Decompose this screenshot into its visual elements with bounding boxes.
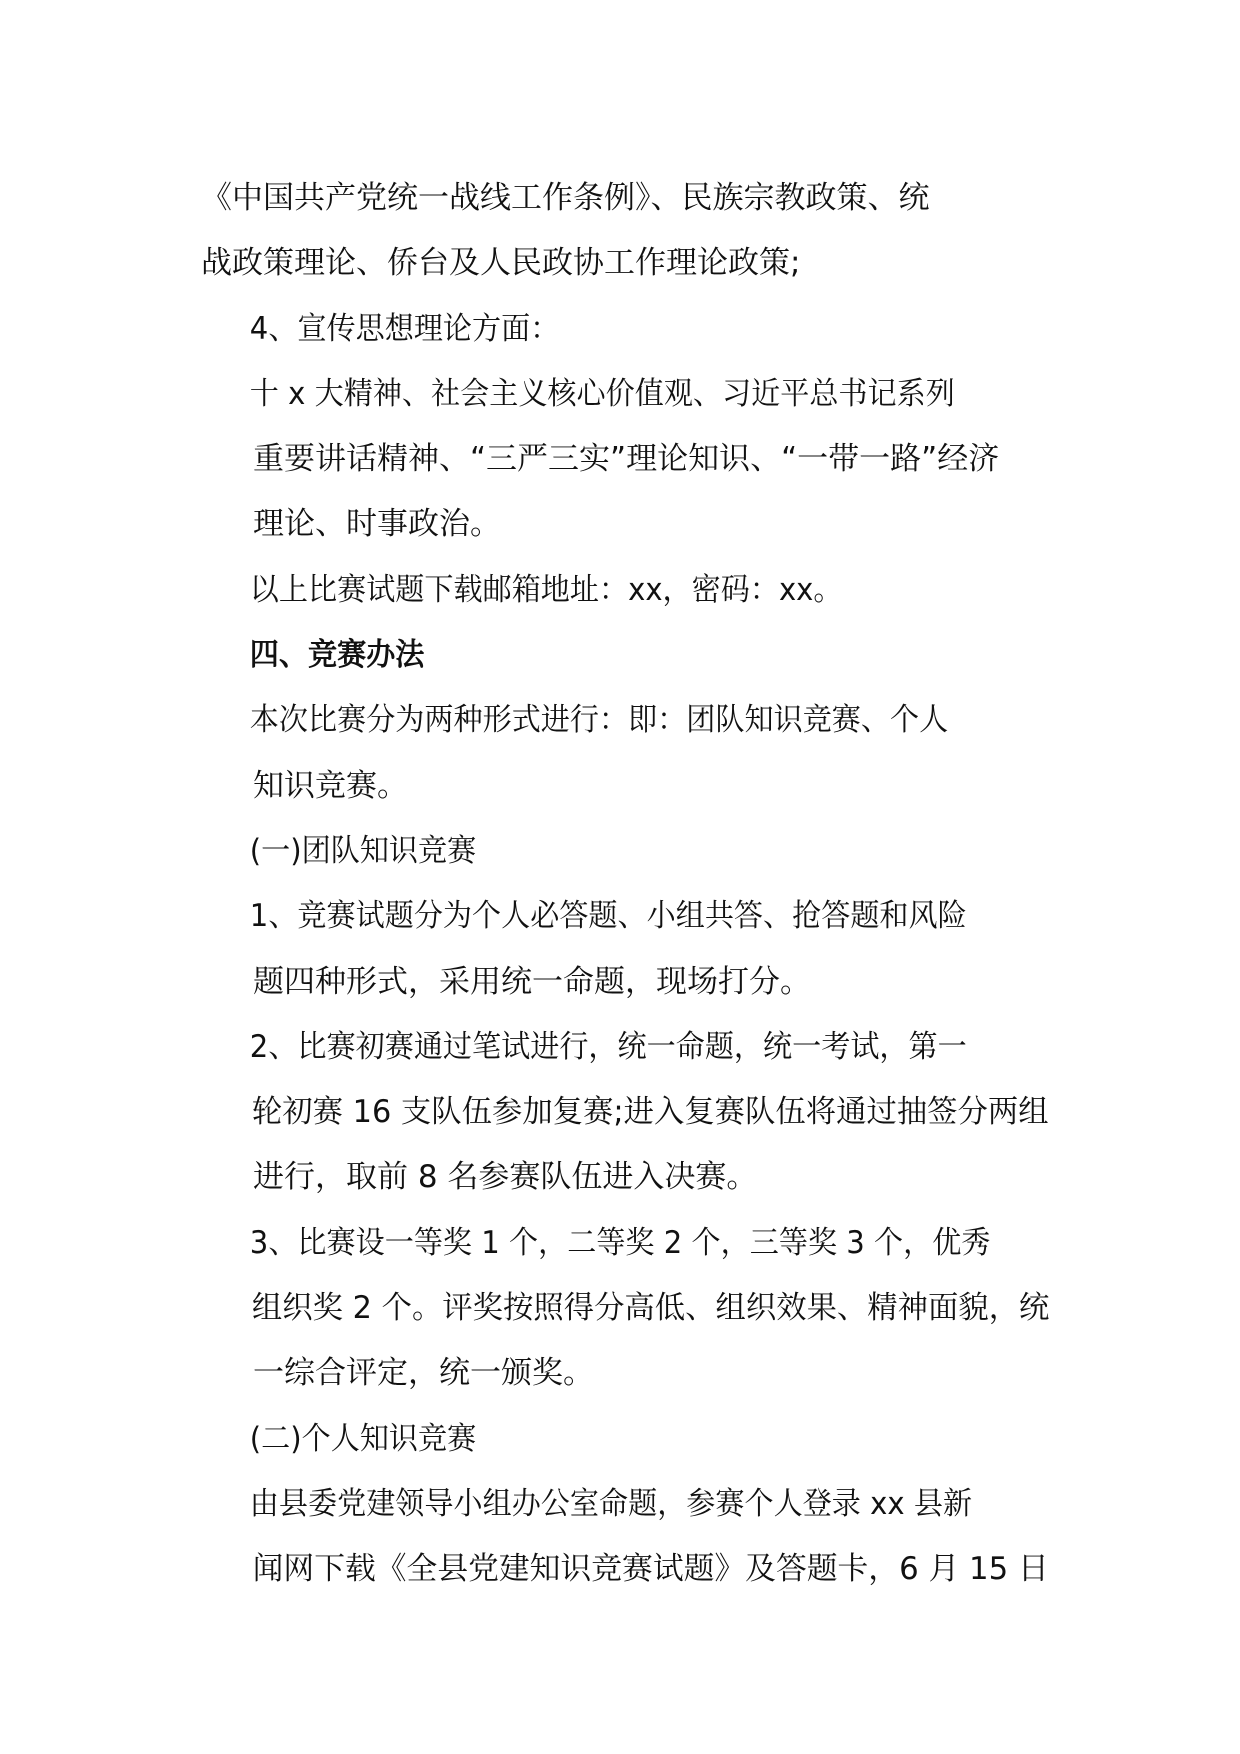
paragraph <box>201 558 1049 623</box>
text-line: 由县委党建领导小组办公室命题，参赛个人登录 xx 县新 <box>249 1485 973 1522</box>
text-line: 闻网下载《全县党建知识竞赛试题》及答题卡，6 月 15 日 <box>252 1551 1049 1588</box>
text-line: 轮初赛 16 支队伍参加复赛;进入复赛队伍将通过抽签分两组 <box>251 1094 1049 1131</box>
section-heading <box>201 623 1049 688</box>
text-line: 《中国共产党统一战线工作条例》、民族宗教政策、统 <box>201 180 930 216</box>
text-line: 进行，取前 8 名参赛队伍进入决赛。 <box>253 1159 758 1196</box>
paragraph <box>201 1015 1049 1211</box>
text-line: 四、竞赛办法 <box>249 637 425 674</box>
text-line: 以上比赛试题下载邮箱地址：xx，密码：xx。 <box>249 571 843 608</box>
paragraph <box>201 1472 1049 1603</box>
paragraph <box>201 1211 1049 1407</box>
paragraph <box>201 819 1049 884</box>
text-line: 战政策理论、侨台及人民政协工作理论政策; <box>201 245 801 282</box>
text-line: (二)个人知识竞赛 <box>249 1420 477 1457</box>
text-line: 组织奖 2 个。评奖按照得分高低、组织效果、精神面貌，统 <box>251 1290 1050 1327</box>
paragraph <box>201 688 1049 819</box>
text-line: 本次比赛分为两种形式进行：即：团队知识竞赛、个人 <box>249 702 949 739</box>
document-page <box>201 166 1049 1603</box>
paragraph <box>201 362 1049 558</box>
text-line: 知识竞赛。 <box>253 767 408 804</box>
text-line: 2、比赛初赛通过笔试进行，统一命题，统一考试，第一 <box>249 1028 967 1065</box>
paragraph <box>201 166 1049 297</box>
paragraph <box>201 884 1049 1015</box>
text-line: 理论、时事政治。 <box>253 506 501 543</box>
text-line: 重要讲话精神、“三严三实”理论知识、“一带一路”经济 <box>253 441 1000 478</box>
text-line: 一综合评定，统一颁奖。 <box>253 1355 594 1392</box>
paragraph <box>201 297 1049 362</box>
text-line: 十 x 大精神、社会主义核心价值观、习近平总书记系列 <box>249 375 955 412</box>
text-line: 4、宣传思想理论方面： <box>249 310 560 347</box>
text-line: 题四种形式，采用统一命题，现场打分。 <box>253 963 811 1000</box>
paragraph <box>201 1407 1049 1472</box>
text-line: 1、竞赛试题分为个人必答题、小组共答、抢答题和风险 <box>249 898 967 935</box>
text-line: 3、比赛设一等奖 1 个，二等奖 2 个，三等奖 3 个，优秀 <box>249 1224 991 1261</box>
text-line: (一)团队知识竞赛 <box>249 832 477 869</box>
